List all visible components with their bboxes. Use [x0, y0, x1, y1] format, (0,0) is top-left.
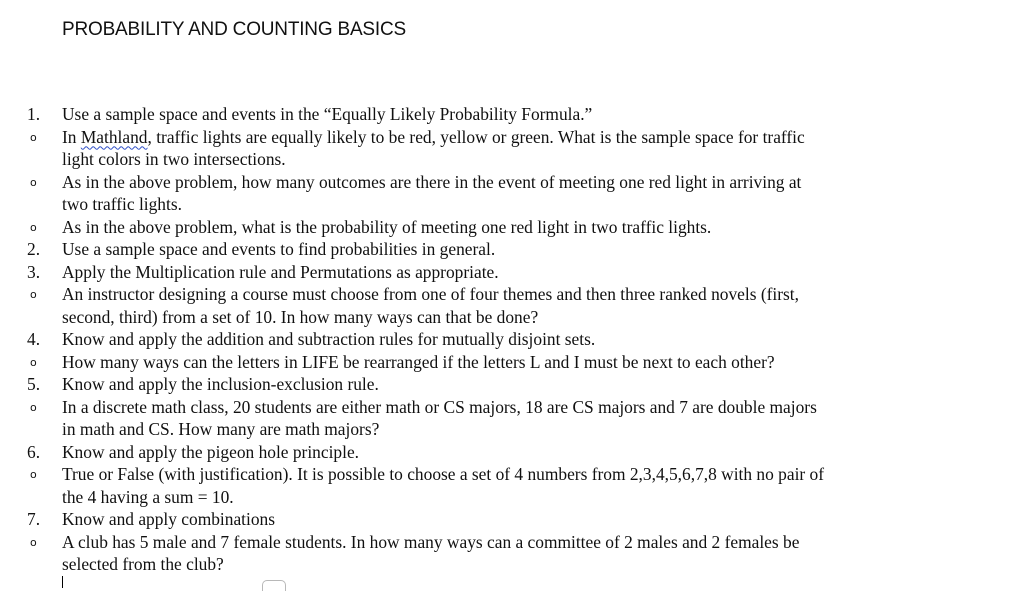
- bullet-icon: o: [30, 535, 37, 549]
- text-line: As in the above problem, what is the probability of meeting one red light in two traffic lights.: [62, 216, 712, 237]
- text-fragment: In: [62, 126, 81, 147]
- text-line: A club has 5 male and 7 female students. In how many ways can a committee of 2 males and 2 females be: [62, 531, 800, 552]
- text-line: second, third) from a set of 10. In how many ways can that be done?: [62, 306, 539, 327]
- list-item-bullet: [0, 283, 1024, 328]
- text-line: two traffic lights.: [62, 194, 182, 214]
- text-line: Apply the Multiplication rule and Permutations as appropriate.: [62, 261, 499, 282]
- text-line: selected from the club?: [62, 554, 224, 574]
- bullet-icon: o: [30, 400, 37, 414]
- text-fragment: , traffic lights are equally likely to be red, yellow or green. What is the sample space for traffic: [147, 126, 805, 147]
- bullet-icon: o: [30, 288, 37, 301]
- list-item-7: [0, 508, 1024, 531]
- bullet-icon: o: [30, 468, 37, 481]
- list-number: 7.: [27, 509, 41, 529]
- list-number: 4.: [27, 329, 41, 349]
- text-line: Use a sample space and events in the “Equally Likely Probability Formula.”: [62, 104, 593, 124]
- text-line: An instructor designing a course must choose from one of four themes and then three ranked novels (first,: [62, 284, 799, 304]
- bullet-icon: o: [30, 220, 37, 234]
- objectives-list: [0, 103, 1024, 576]
- text-line: How many ways can the letters in LIFE be rearranged if the letters L and I must be next to each other?: [62, 351, 775, 372]
- list-item-bullet: [0, 171, 1024, 216]
- text-line: True or False (with justification). It is possible to choose a set of 4 numbers from 2,3,4,5,6,7,8 with no pair of: [62, 464, 825, 484]
- bullet-icon: o: [30, 355, 37, 369]
- document-title: PROBABILITY AND COUNTING BASICS: [62, 19, 406, 40]
- text-cursor: [62, 576, 63, 588]
- text-line: Know and apply combinations: [62, 509, 276, 529]
- list-item-4: [0, 328, 1024, 351]
- list-item-text: [62, 283, 962, 328]
- list-item-5: [0, 373, 1024, 396]
- text-line: Know and apply the inclusion-exclusion rule.: [62, 374, 379, 394]
- list-item-bullet: [0, 463, 1024, 508]
- list-item-bullet: [0, 351, 1024, 374]
- spellcheck-word[interactable]: Mathland: [80, 126, 148, 147]
- text-line: Know and apply the pigeon hole principle.: [62, 441, 360, 462]
- text-line: in math and CS. How many are math majors?: [62, 419, 380, 439]
- list-item-text: [62, 351, 962, 374]
- list-number: 3.: [27, 261, 41, 282]
- list-number: 2.: [27, 239, 41, 259]
- text-line: light colors in two intersections.: [62, 149, 286, 169]
- text-line: Know and apply the addition and subtraction rules for mutually disjoint sets.: [62, 329, 596, 349]
- list-item-text: [62, 508, 962, 531]
- list-item-text: [62, 373, 962, 396]
- bullet-icon: o: [30, 130, 37, 144]
- list-item-text: [62, 171, 962, 216]
- list-item-1: [0, 103, 1024, 126]
- list-item-text: [62, 463, 962, 508]
- list-item-text: [62, 531, 962, 576]
- list-item-6: [0, 441, 1024, 464]
- list-item-text: [62, 261, 962, 284]
- list-item-text: [62, 441, 962, 464]
- list-number: 5.: [27, 374, 41, 394]
- list-item-bullet: [0, 531, 1024, 576]
- list-item-text: [62, 396, 962, 441]
- list-item-2: [0, 238, 1024, 261]
- list-item-bullet: [0, 126, 1024, 171]
- list-item-text: [62, 238, 962, 261]
- list-number: 6.: [27, 441, 41, 462]
- text-line: Use a sample space and events to find probabilities in general.: [62, 239, 496, 259]
- list-item-text: [62, 126, 962, 171]
- list-item-text: [62, 328, 962, 351]
- text-line: the 4 having a sum = 10.: [62, 486, 234, 507]
- list-item-3: [0, 261, 1024, 284]
- list-item-bullet: [0, 396, 1024, 441]
- bullet-icon: o: [30, 175, 37, 189]
- list-item-text: [62, 216, 962, 239]
- list-item-text: [62, 103, 962, 126]
- list-number: 1.: [27, 104, 41, 124]
- text-line: As in the above problem, how many outcomes are there in the event of meeting one red light in arriving at: [62, 171, 802, 192]
- text-line: In a discrete math class, 20 students are either math or CS majors, 18 are CS majors and 7 are double majors: [62, 396, 817, 417]
- list-item-bullet: [0, 216, 1024, 239]
